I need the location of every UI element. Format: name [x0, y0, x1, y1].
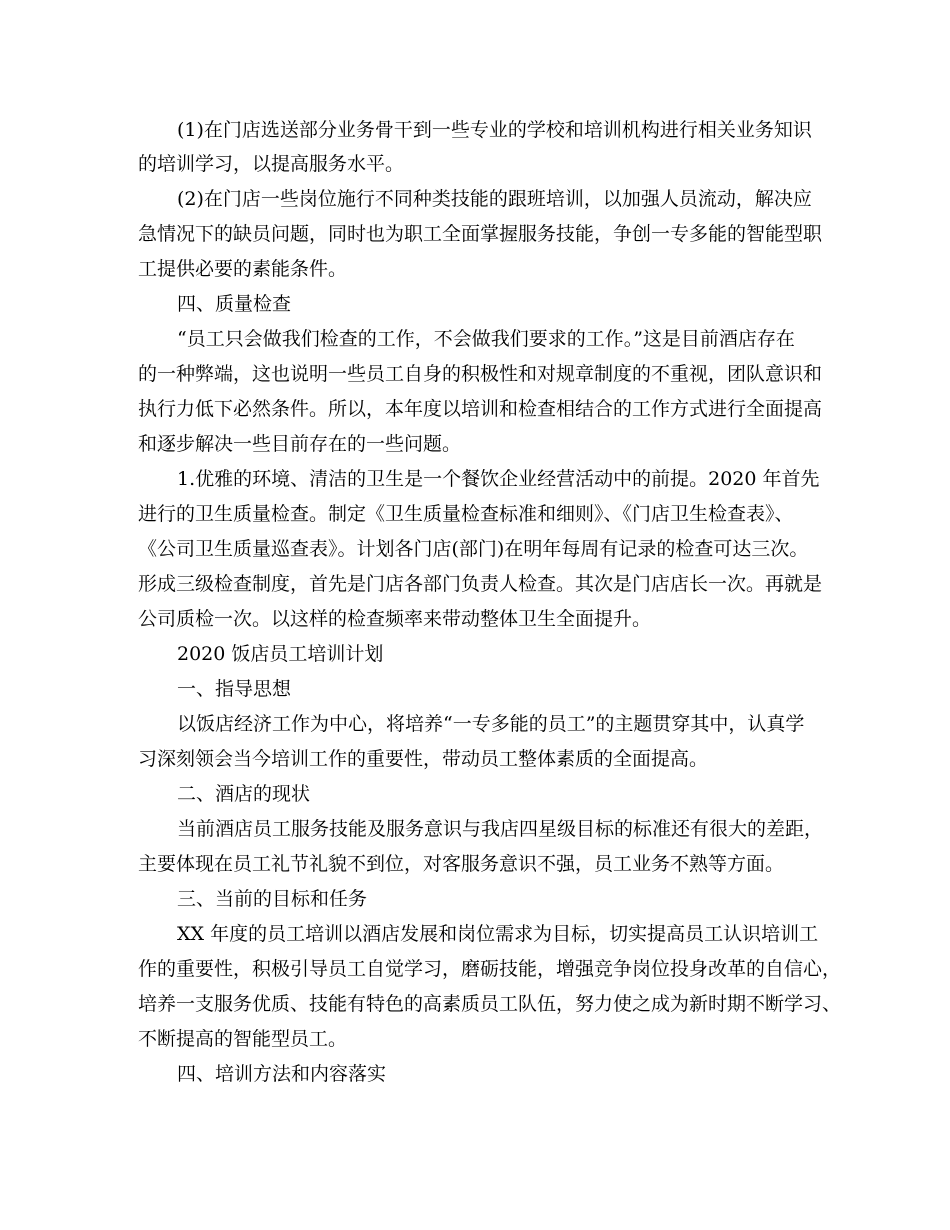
paragraph-line: (1)在门店选送部分业务骨干到一些专业的学校和培训机构进行相关业务知识: [177, 119, 812, 141]
section-heading: 四、质量检查: [177, 293, 292, 315]
paragraph-line: 执行力低下必然条件。所以，本年度以培训和检查相结合的工作方式进行全面提高: [138, 398, 823, 420]
document-title: 2020 饭店员工培训计划: [177, 643, 384, 665]
paragraph-line: 不断提高的智能型员工。: [138, 1028, 348, 1050]
paragraph-line: 进行的卫生质量检查。制定《卫生质量检查标准和细则》、《门店卫生检查表》、: [138, 503, 794, 525]
section-heading: 四、培训方法和内容落实: [177, 1063, 387, 1085]
paragraph-line: 作的重要性，积极引导员工自觉学习，磨砺技能，增强竞争岗位投身改革的自信心，: [138, 958, 842, 980]
paragraph-line: XX 年度的员工培训以酒店发展和岗位需求为目标，切实提高员工认识培训工: [177, 923, 819, 945]
paragraph-line: 以饭店经济工作为中心，将培养“一专多能的员工”的主题贯穿其中，认真学: [177, 713, 805, 735]
paragraph-line: 1.优雅的环境、清洁的卫生是一个餐饮企业经营活动中的前提。2020 年首先: [177, 468, 820, 490]
paragraph-line: 公司质检一次。以这样的检查频率来带动整体卫生全面提升。: [138, 608, 652, 630]
paragraph-line: 当前酒店员工服务技能及服务意识与我店四星级目标的标准还有很大的差距，: [177, 818, 824, 840]
paragraph-line: 的培训学习，以提高服务水平。: [138, 153, 405, 175]
paragraph-line: (2)在门店一些岗位施行不同种类技能的跟班培训，以加强人员流动，解决应: [177, 188, 812, 210]
paragraph-line: 和逐步解决一些目前存在的一些问题。: [138, 433, 462, 455]
paragraph-line: 急情况下的缺员问题，同时也为职工全面掌握服务技能，争创一专多能的智能型职: [138, 223, 823, 245]
paragraph-line: 培养一支服务优质、技能有特色的高素质员工队伍，努力使之成为新时期不断学习、: [138, 993, 842, 1015]
paragraph-line: 形成三级检查制度，首先是门店各部门负责人检查。其次是门店店长一次。再就是: [138, 573, 823, 595]
paragraph-line: 《公司卫生质量巡查表》。计划各门店(部门)在明年每周有记录的检查可达三次。: [138, 538, 809, 560]
section-heading: 二、酒店的现状: [177, 783, 311, 805]
paragraph-line: 主要体现在员工礼节礼貌不到位，对客服务意识不强，员工业务不熟等方面。: [138, 853, 785, 875]
paragraph-line: 习深刻领会当今培训工作的重要性，带动员工整体素质的全面提高。: [138, 748, 709, 770]
section-heading: 一、指导思想: [177, 678, 292, 700]
paragraph-line: 的一种弊端，这也说明一些员工自身的积极性和对规章制度的不重视，团队意识和: [138, 363, 823, 385]
paragraph-line: “员工只会做我们检查的工作，不会做我们要求的工作。”这是目前酒店存在: [177, 328, 795, 350]
paragraph-line: 工提供必要的素能条件。: [138, 258, 348, 280]
section-heading: 三、当前的目标和任务: [177, 888, 368, 910]
